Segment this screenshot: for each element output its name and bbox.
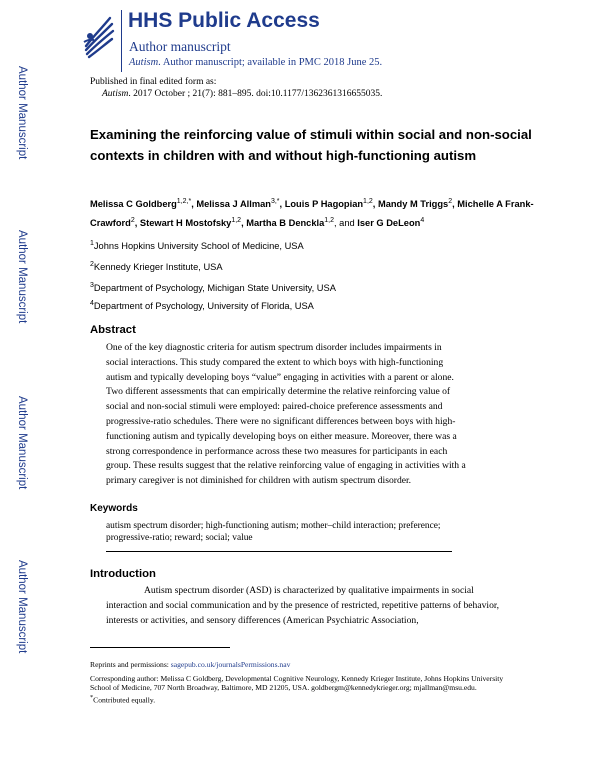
journal-name: Autism [129, 57, 159, 68]
hhs-public-access-title: HHS Public Access [128, 9, 320, 32]
keywords-text: autism spectrum disorder; high-functioning autism; mother–child interaction; preference; progressive-ratio; reward; social; value [106, 521, 441, 543]
introduction-heading: Introduction [90, 568, 156, 580]
side-label-author-manuscript: Author Manuscript [16, 66, 28, 160]
contributed-equally-note: *Contributed equally. [90, 693, 156, 705]
article-title: Examining the reinforcing value of stimuli within social and non-social contexts in children with and without high-functioning autism [90, 127, 532, 163]
author-name: Iser G DeLeon [357, 217, 421, 228]
footnote-divider [90, 647, 230, 648]
author-separator: , [372, 199, 378, 210]
affiliation-2: $^2$Kennedy Krieger Institute, USA [90, 261, 223, 273]
keywords-heading: Keywords [90, 503, 138, 514]
author-affiliation-mark: 3,* [270, 198, 280, 205]
affiliation-4: $^4$Department of Psychology, University of Florida, USA [90, 300, 314, 312]
abstract-text: One of the key diagnostic criteria for autism spectrum disorder includes impairments in social interactions. This study compared the extent to which boys with high-functioning autism and typically developing boys “value” engaging in activities with a parent or alone. Two different assessments that can empirically determine the relative reinforcing value of social and non-social stimuli were employed: paired-choice preference assessments and progressive-ratio schedules. There were no significant differences between boys with high-functioning autism and typically developing boys on either measure. Moreover, there was a strong correspondence in performance across these two measures for participants in each group. These results suggest that the relative reinforcing value of engaging in activities with a primary caregiver is not diminished for children with autism spectrum disorder. [106, 342, 466, 487]
availability-line [129, 56, 382, 69]
corresponding-author: Corresponding author: Melissa C Goldberg, Developmental Cognitive Neurology, Kennedy Krieger Institute, Johns Hopkins University School of Medicine, 707 North Broadway, Baltimore, MD 21205, USA. goldbergm@kennedykrieger.org; mjallman@msu.edu. [90, 673, 504, 692]
header-divider [121, 10, 122, 72]
publication-journal: Autism [102, 89, 129, 99]
author-separator: , [452, 199, 455, 210]
author-name: Michelle A Frank-Crawford [90, 199, 534, 228]
author-affiliation-mark: 2 [130, 216, 135, 224]
side-label-author-manuscript: Author Manuscript [16, 230, 28, 324]
author-name: Melissa J Allman [196, 199, 271, 210]
abstract-heading: Abstract [90, 324, 136, 336]
author-separator: , [191, 199, 197, 210]
author-separator: , [279, 199, 285, 210]
author-name: Louis P Hagopian [284, 199, 364, 210]
author-name: Martha B Denckla [246, 217, 325, 228]
hhs-eagle-logo-icon [80, 12, 116, 60]
publication-info [90, 76, 382, 100]
author-affiliation-mark: 2 [448, 198, 453, 205]
publication-label: Published in final edited form as: [90, 77, 217, 87]
side-label-author-manuscript: Author Manuscript [16, 560, 28, 654]
author-separator: , and [334, 217, 358, 228]
author-affiliation-mark: 1,2,* [176, 198, 192, 205]
publication-citation: . 2017 October ; 21(7): 881–895. doi:10.1177/1362361316655035. [128, 89, 383, 99]
affiliation-3: $^3$Department of Psychology, Michigan State University, USA [90, 282, 336, 294]
author-list [90, 194, 560, 231]
author-affiliation-mark: 1,2 [231, 216, 242, 224]
affiliation-1: $^1$Johns Hopkins University School of Medicine, USA [90, 240, 304, 252]
reprints-line: Reprints and permissions: sagepub.co.uk/journalsPermissions.nav [90, 660, 291, 669]
author-affiliation-mark: 4 [420, 216, 425, 224]
author-name: Mandy M Triggs [377, 199, 449, 210]
availability-text: . Author manuscript; available in PMC 2018 June 25. [158, 57, 383, 68]
author-manuscript-label: Author manuscript [129, 39, 231, 54]
author-affiliation-mark: 1,2 [363, 198, 373, 205]
side-label-author-manuscript: Author Manuscript [16, 396, 28, 490]
permissions-link[interactable]: sagepub.co.uk/journalsPermissions.nav [170, 660, 291, 669]
author-separator: , [134, 217, 140, 228]
author-separator: , [241, 217, 247, 228]
author-affiliation-mark: 1,2 [324, 216, 335, 224]
footnotes [90, 660, 520, 705]
keywords-divider [106, 551, 452, 552]
author-name: Melissa C Goldberg [90, 199, 177, 210]
introduction-text: Autism spectrum disorder (ASD) is characterized by qualitative impairments in social interaction and social communication and by the presence of restricted, repetitive patterns of behavior, interests or activities, and sensory differences (American Psychiatric Association, [106, 585, 500, 626]
author-name: Stewart H Mostofsky [139, 217, 232, 228]
